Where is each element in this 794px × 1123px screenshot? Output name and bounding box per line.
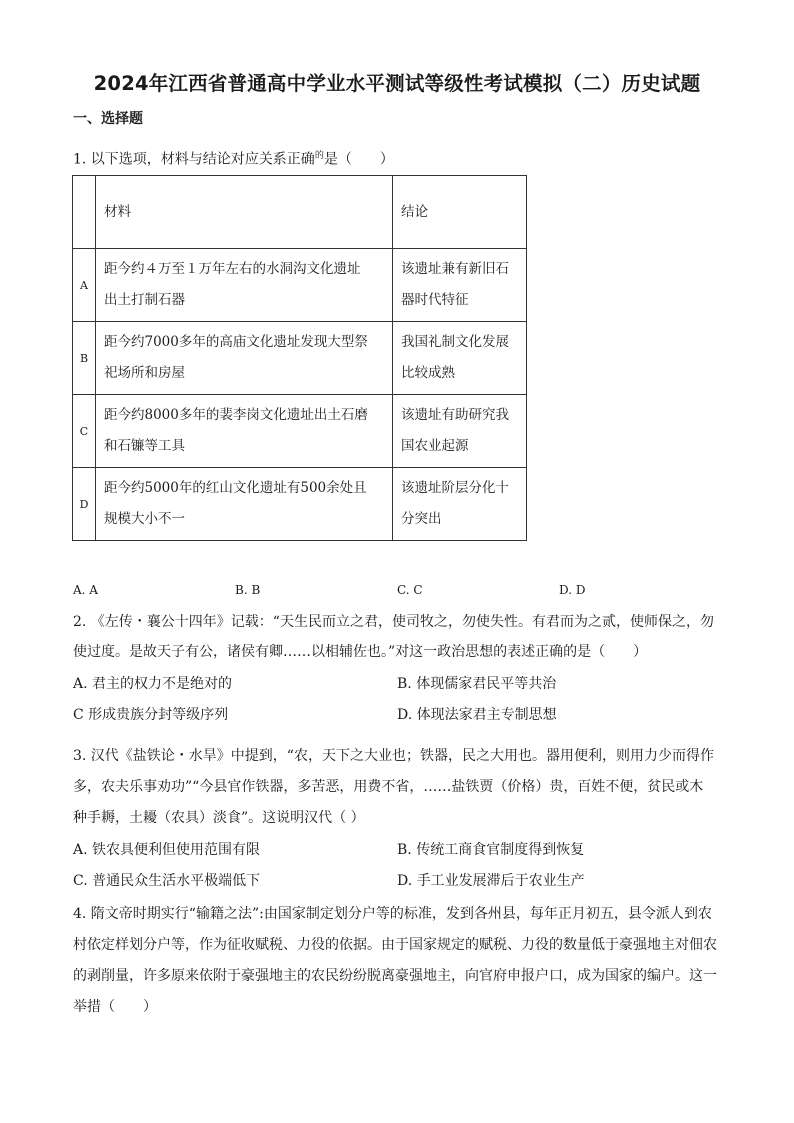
row-label: C (73, 395, 96, 468)
material-cell: 距今约5000年的红山文化遗址有500余处且 规模大小不一 (96, 468, 393, 541)
question-3-line: 3. 汉代《盐铁论・水旱》中提到，“农，天下之大业也；铁器，民之大用也。器用便利，则用力少而得作 (73, 748, 714, 764)
question-4-line: 举措（ ） (73, 999, 157, 1015)
option-b[interactable]: B. 传统工商食官制度得到恢复 (397, 842, 585, 858)
option-c[interactable]: C 形成贵族分封等级序列 (73, 707, 229, 723)
question-4-line: 村依定样划分户等，作为征收赋税、力役的依据。由于国家规定的赋税、力役的数量低于豪强地主对佃农 (73, 937, 717, 953)
option-c[interactable]: C. 普通民众生活水平极端低下 (73, 873, 261, 889)
material-cell: 距今约7000多年的高庙文化遗址发现大型祭 祀场所和房屋 (96, 322, 393, 395)
material-cell: 距今约４万至１万年左右的水洞沟文化遗址 出土打制石器 (96, 249, 393, 322)
question-4-line: 的剥削量，许多原来依附于豪强地主的农民纷纷脱离豪强地主，向官府申报户口，成为国家的编户。这一 (73, 968, 717, 984)
row-label: A (73, 249, 96, 322)
page-title: 2024年江西省普通高中学业水平测试等级性考试模拟（二）历史试题 (93, 72, 701, 95)
conclusion-cell: 该遗址阶层分化十 分突出 (393, 468, 527, 541)
question-3-options-row (73, 840, 584, 860)
question-3-options-row (73, 871, 585, 891)
option-d[interactable]: D. D (559, 583, 586, 597)
conclusion-cell: 该遗址兼有新旧石 器时代特征 (393, 249, 527, 322)
table-row (73, 249, 527, 322)
question-2-line: 使过度。是故天子有公，诸侯有卿……以相辅佐也。”对这一政治思想的表述正确的是（ ） (73, 644, 648, 660)
question-2-options-row (73, 705, 557, 725)
table-row (73, 468, 527, 541)
header-material: 材料 (96, 176, 393, 249)
table-row (73, 322, 527, 395)
option-b[interactable]: B. B (235, 583, 261, 597)
conclusion-cell: 我国礼制文化发展 比较成熟 (393, 322, 527, 395)
question-1-options (73, 580, 721, 600)
question-4-line: 4. 隋文帝时期实行“输籍之法”:由国家制定划分户等的标准，发到各州县，每年正月初五，县令派人到农 (73, 906, 712, 922)
question-3-line: 多，农夫乐事劝功”“今县官作铁器，多苦恶，用费不省，……盐铁贾（价格）贵，百姓不便，贫民或木 (73, 779, 704, 795)
header-conclusion: 结论 (393, 176, 527, 249)
option-a[interactable]: A. 铁农具便利但使用范围有限 (73, 842, 261, 858)
option-c[interactable]: C. C (397, 583, 423, 597)
question-2-line: 2. 《左传・襄公十四年》记载：“天生民而立之君，使司牧之，勿使失性。有君而为之贰，使师保之，勿 (73, 614, 714, 630)
table-row (73, 395, 527, 468)
option-d[interactable]: D. 体现法家君主专制思想 (397, 707, 557, 723)
question-1-table (72, 175, 527, 541)
question-1-stem: 1. 以下选项，材料与结论对应关系正确$^的$是（ ） (73, 151, 394, 168)
option-d[interactable]: D. 手工业发展滞后于农业生产 (397, 873, 585, 889)
question-2-options-row (73, 674, 556, 694)
question-3-line: 种手耨，土耰（农具）淡食”。这说明汉代（ ） (73, 810, 365, 826)
table-cell (73, 176, 96, 249)
conclusion-cell: 该遗址有助研究我 国农业起源 (393, 395, 527, 468)
row-label: B (73, 322, 96, 395)
option-a[interactable]: A. A (73, 583, 98, 597)
table-header-row (73, 176, 527, 249)
option-b[interactable]: B. 体现儒家君民平等共治 (397, 676, 557, 692)
section-heading: 一、选择题 (73, 111, 143, 127)
material-cell: 距今约8000多年的裴李岗文化遗址出土石磨 和石镰等工具 (96, 395, 393, 468)
option-a[interactable]: A. 君主的权力不是绝对的 (73, 676, 233, 692)
row-label: D (73, 468, 96, 541)
